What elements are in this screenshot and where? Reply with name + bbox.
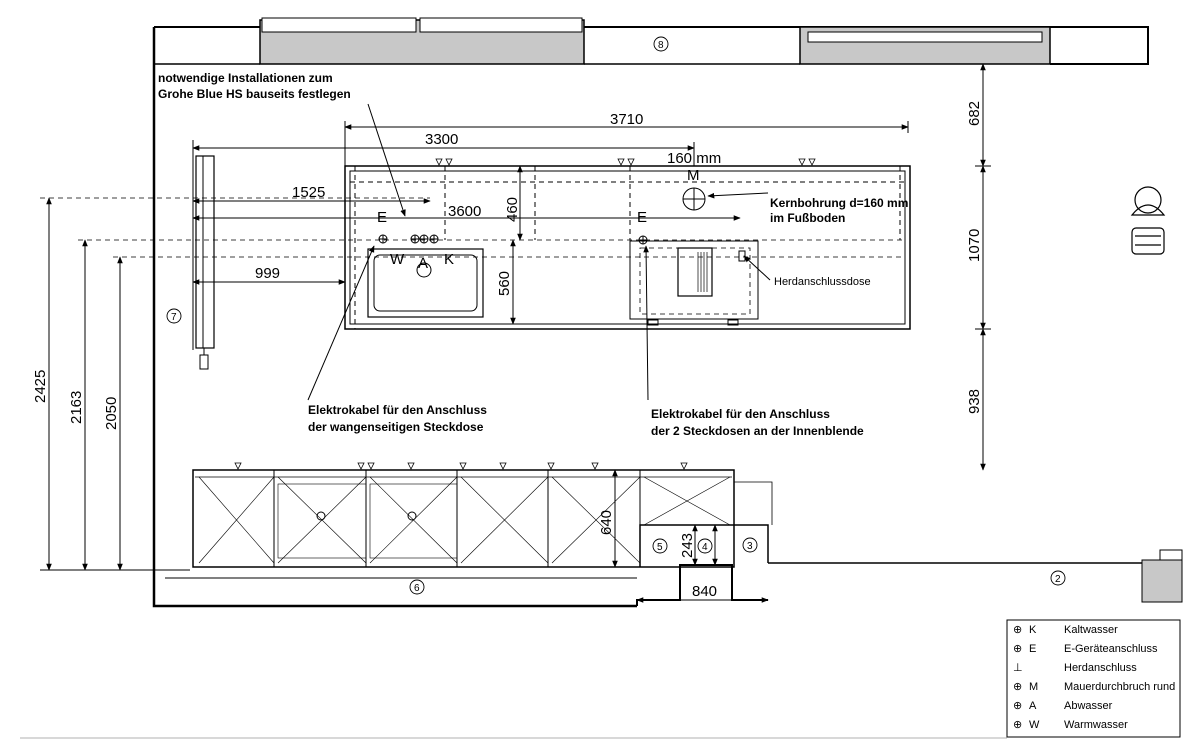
dim-2425: 2425: [32, 369, 49, 403]
legend-symbol: ⊕: [1013, 643, 1023, 655]
dim-3600: 3600: [448, 203, 482, 220]
right-wall-element: [1142, 550, 1182, 602]
marker-7-label: 7: [171, 312, 177, 323]
marker-6-label: 6: [414, 583, 420, 594]
legend-label: Warmwasser: [1064, 719, 1128, 731]
cabinet-markers: [235, 463, 687, 469]
dim-3300: 3300: [425, 131, 459, 148]
island-markers: [436, 159, 815, 165]
letter-e-right: E: [637, 209, 648, 226]
dim-1525: 1525: [292, 184, 326, 201]
legend-code: M: [1029, 681, 1039, 693]
cable-note-2-line1: Elektrokabel für den Anschluss: [651, 407, 830, 421]
legend-code: K: [1029, 624, 1037, 636]
legend: [1007, 620, 1180, 737]
install-note-line2: Grohe Blue HS bauseits festlegen: [158, 87, 351, 101]
legend-code: W: [1029, 719, 1040, 731]
marker-4-label: 4: [702, 542, 708, 553]
stove-socket-label: Herdanschlussdose: [774, 276, 871, 288]
cable-note-1-line1: Elektrokabel für den Anschluss: [308, 403, 487, 417]
marker-8-label: 8: [658, 40, 664, 51]
dim-560: 560: [496, 270, 513, 296]
legend-label: Mauerdurchbruch rund: [1064, 681, 1176, 693]
dim-460: 460: [504, 196, 521, 222]
legend-code: A: [1029, 700, 1037, 712]
dim-2163: 2163: [68, 390, 85, 424]
dimension-lines: [40, 64, 991, 600]
dim-640: 640: [598, 509, 615, 535]
core-drilling-note-line1: Kernbohrung d=160 mm: [770, 196, 909, 210]
cable-note-2-line2: der 2 Steckdosen an der Innenblende: [651, 424, 864, 438]
core-drilling-symbol: [683, 188, 705, 210]
top-window-left: [260, 18, 584, 64]
cable-note-1-line2: der wangenseitigen Steckdose: [308, 420, 484, 434]
dim-2050: 2050: [103, 396, 120, 430]
letter-e-left: E: [377, 209, 388, 226]
legend-symbol: ⊥: [1013, 662, 1023, 674]
cooktop: [630, 241, 758, 325]
dim-1070: 1070: [966, 228, 983, 262]
letter-k: K: [444, 251, 455, 268]
legend-code: E: [1029, 643, 1037, 655]
letter-w: W: [390, 251, 405, 268]
legend-label: Herdanschluss: [1064, 662, 1137, 674]
legend-symbol: ⊕: [1013, 624, 1023, 636]
top-window-right: [800, 27, 1050, 64]
core-drilling-note-line2: im Fußboden: [770, 211, 846, 225]
dim-160mm: 160 mm: [667, 150, 722, 167]
legend-symbol: ⊕: [1013, 719, 1023, 731]
legend-symbol: ⊕: [1013, 700, 1023, 712]
dim-938: 938: [966, 388, 983, 414]
dim-840: 840: [692, 583, 718, 600]
person-icon: [1132, 187, 1164, 254]
letter-a: A: [418, 255, 429, 272]
island-dashed-lines: [350, 166, 905, 329]
legend-symbol: ⊕: [1013, 681, 1023, 693]
kitchen-island: [345, 166, 910, 329]
install-note-line1: notwendige Installationen zum: [158, 71, 333, 85]
marker-3-label: 3: [747, 541, 753, 552]
radiator: [196, 156, 214, 369]
dim-3710: 3710: [610, 111, 644, 128]
legend-label: Abwasser: [1064, 700, 1113, 712]
dim-682: 682: [966, 100, 983, 126]
letter-m: M: [687, 167, 700, 184]
legend-label: E-Geräteanschluss: [1064, 643, 1158, 655]
marker-2-label: 2: [1055, 574, 1061, 585]
dim-243: 243: [679, 532, 696, 558]
room-walls: [154, 27, 1148, 606]
dim-999: 999: [255, 265, 281, 282]
legend-label: Kaltwasser: [1064, 624, 1118, 636]
marker-5-label: 5: [657, 542, 663, 553]
